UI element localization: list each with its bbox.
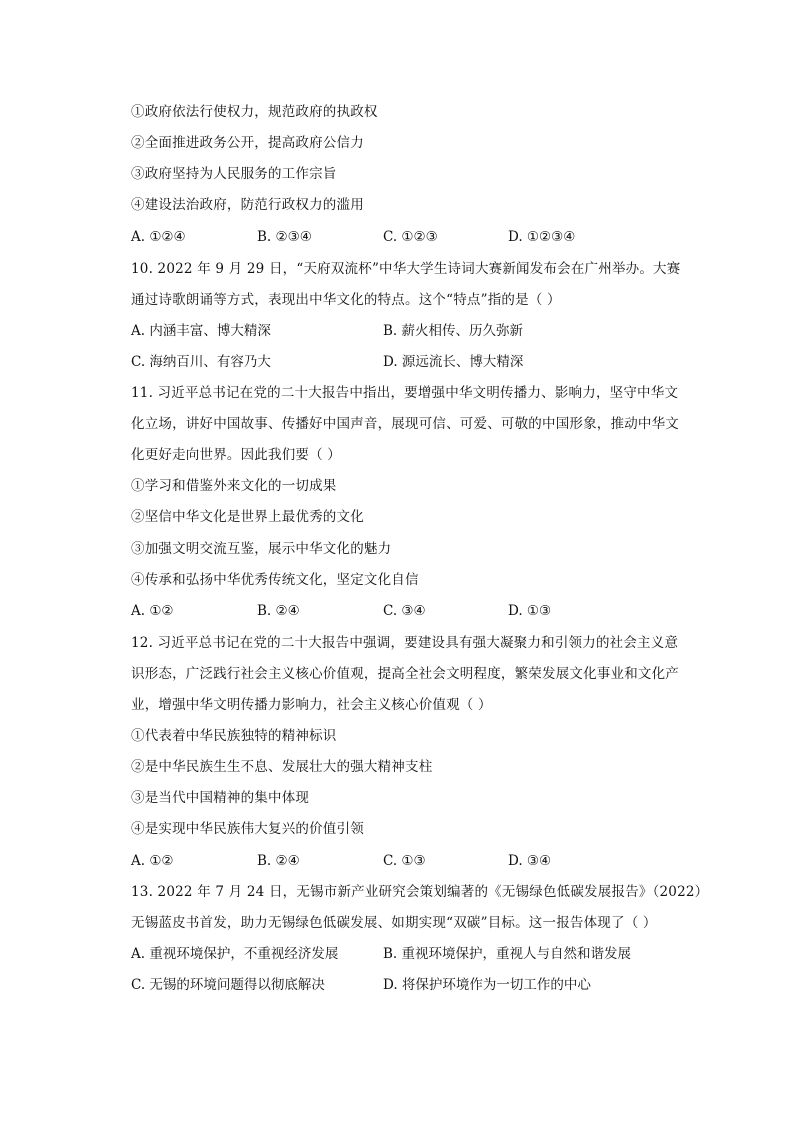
q12-option-c[interactable]: C. ①③ (383, 853, 426, 869)
q13-option-d[interactable]: D. 将保护环境作为一切工作的中心 (383, 977, 591, 993)
q10-stem-line-2: 通过诗歌朗诵等方式，表现出中华文化的特点。这个“特点”指的是（ ） (131, 292, 561, 308)
q12-option-b[interactable]: B. ②④ (257, 853, 300, 869)
q10-option-d[interactable]: D. 源远流长、博大精深 (383, 354, 524, 370)
q11-statement-3: ③加强文明交流互鉴，展示中华文化的魅力 (131, 541, 392, 557)
q9-statement-4: ④建设法治政府，防范行政权力的滥用 (131, 197, 364, 213)
q10-stem-line-1: 10. 2022 年 9 月 29 日，“天府双流杯”中华大学生诗词大赛新闻发布会在广州举办。大赛 (131, 261, 681, 277)
q13-option-b[interactable]: B. 重视环境保护，重视人与自然和谐发展 (383, 946, 632, 962)
q13-stem-line-2: 无锡蓝皮书首发，助力无锡绿色低碳发展、如期实现“双碳”目标。这一报告体现了（ ） (131, 915, 657, 931)
q9-option-b[interactable]: B. ②③④ (257, 229, 312, 245)
q11-option-b[interactable]: B. ②④ (257, 603, 300, 619)
q9-statement-2: ②全面推进政务公开，提高政府公信力 (131, 135, 364, 151)
q11-stem-line-3: 化更好走向世界。因此我们要（ ） (131, 447, 341, 463)
q12-statement-2: ②是中华民族生生不息、发展壮大的强大精神支柱 (131, 759, 433, 775)
q11-option-d[interactable]: D. ①③ (508, 603, 552, 619)
q11-option-c[interactable]: C. ③④ (383, 603, 426, 619)
q11-stem-line-2: 化立场，讲好中国故事、传播好中国声音，展现可信、可爱、可敬的中国形象，推动中华文 (131, 416, 679, 432)
q12-statement-3: ③是当代中国精神的集中体现 (131, 790, 310, 806)
q12-stem-line-1: 12. 习近平总书记在党的二十大报告中强调，要建设具有强大凝聚力和引领力的社会主义意 (131, 635, 679, 651)
q10-option-c[interactable]: C. 海纳百川、有容乃大 (131, 354, 271, 370)
q12-statement-4: ④是实现中华民族伟大复兴的价值引领 (131, 821, 364, 837)
q10-option-a[interactable]: A. 内涵丰富、博大精深 (131, 323, 271, 339)
q9-option-a[interactable]: A. ①②④ (131, 229, 186, 245)
q11-option-a[interactable]: A. ①② (131, 603, 174, 619)
q9-option-d[interactable]: D. ①②③④ (508, 229, 576, 245)
q11-stem-line-1: 11. 习近平总书记在党的二十大报告中指出，要增强中华文明传播力、影响力，坚守中华文 (131, 385, 679, 401)
q12-option-d[interactable]: D. ③④ (508, 853, 552, 869)
q12-stem-line-3: 业，增强中华文明传播力影响力，社会主义核心价值观（ ） (131, 697, 492, 713)
q11-statement-1: ①学习和借鉴外来文化的一切成果 (131, 478, 337, 494)
q11-statement-2: ②坚信中华文化是世界上最优秀的文化 (131, 509, 364, 525)
q11-statement-4: ④传承和弘扬中华优秀传统文化，坚定文化自信 (131, 572, 419, 588)
q12-option-a[interactable]: A. ①② (131, 853, 174, 869)
q13-option-c[interactable]: C. 无锡的环境问题得以彻底解决 (131, 977, 325, 993)
q9-statement-1: ①政府依法行使权力，规范政府的执政权 (131, 104, 378, 120)
q13-stem-line-1: 13. 2022 年 7 月 24 日，无锡市新产业研究会策划编著的《无锡绿色低碳发展报告》（2022） (131, 884, 709, 900)
q9-option-c[interactable]: C. ①②③ (383, 229, 438, 245)
q12-statement-1: ①代表着中华民族独特的精神标识 (131, 728, 337, 744)
q13-option-a[interactable]: A. 重视环境保护，不重视经济发展 (131, 946, 339, 962)
q10-option-b[interactable]: B. 薪火相传、历久弥新 (383, 323, 524, 339)
q9-statement-3: ③政府坚持为人民服务的工作宗旨 (131, 166, 337, 182)
q12-stem-line-2: 识形态，广泛践行社会主义核心价值观，提高全社会文明程度，繁荣发展文化事业和文化产 (131, 666, 679, 682)
